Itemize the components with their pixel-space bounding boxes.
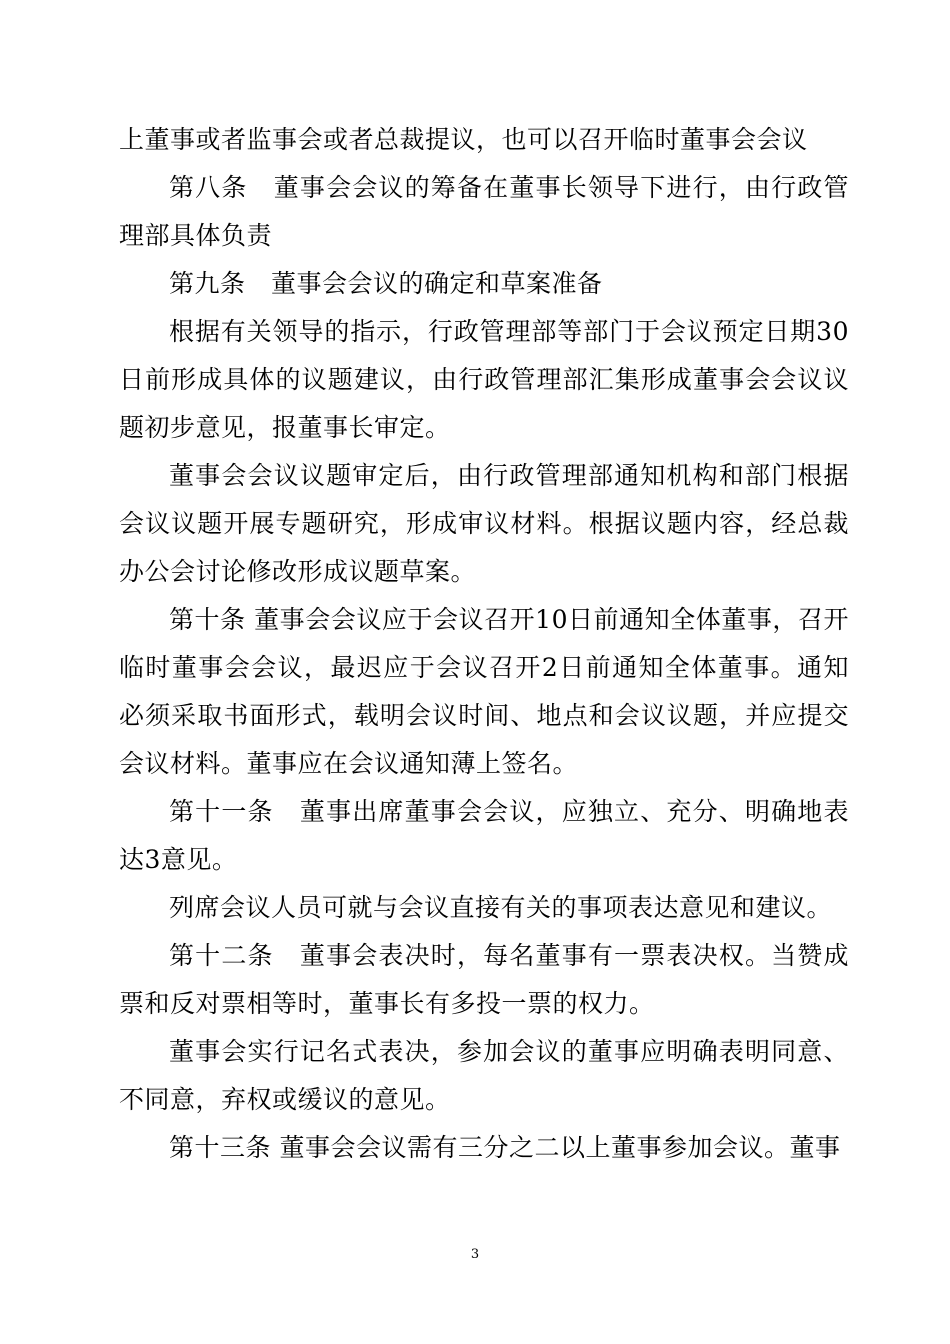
paragraph-article-8: 第八条 董事会会议的筹备在董事长领导下进行，由行政管理部具体负责 (119, 173, 849, 250)
paragraph-article-11-detail: 列席会议人员可就与会议直接有关的事项表达意见和建议。 (169, 893, 833, 922)
page-number: 3 (470, 1247, 480, 1262)
paragraph-article-9-detail-2: 董事会会议议题审定后，由行政管理部通知机构和部门根据会议议题开展专题研究，形成审议材料。根据议题内容，经总裁办公会讨论修改形成议题草案。 (119, 461, 849, 586)
paragraph-article-12-detail: 董事会实行记名式表决，参加会议的董事应明确表明同意、不同意，弃权或缓议的意见。 (119, 1037, 849, 1114)
paragraph-article-9-detail-1: 根据有关领导的指示，行政管理部等部门于会议预定日期30日前形成具体的议题建议，由行政管理部汇集形成董事会会议议题初步意见，报董事长审定。 (119, 317, 849, 442)
paragraph-article-12: 第十二条 董事会表决时，每名董事有一票表决权。当赞成票和反对票相等时，董事长有多投一票的权力。 (119, 941, 849, 1018)
paragraph-continuation: 上董事或者监事会或者总裁提议，也可以召开临时董事会会议 (119, 125, 808, 154)
paragraph-article-9: 第九条 董事会会议的确定和草案准备 (169, 269, 603, 298)
document-body (119, 116, 849, 1172)
paragraph-article-13: 第十三条 董事会会议需有三分之二以上董事参加会议。董事 (169, 1133, 841, 1162)
paragraph-article-11: 第十一条 董事出席董事会会议，应独立、充分、明确地表达3意见。 (119, 797, 849, 874)
paragraph-article-10: 第十条 董事会会议应于会议召开10日前通知全体董事，召开临时董事会会议，最迟应于会议召开2日前通知全体董事。通知必须采取书面形式，载明会议时间、地点和会议议题，并应提交会议材料。董事应在会议通知薄上签名。 (119, 605, 849, 778)
